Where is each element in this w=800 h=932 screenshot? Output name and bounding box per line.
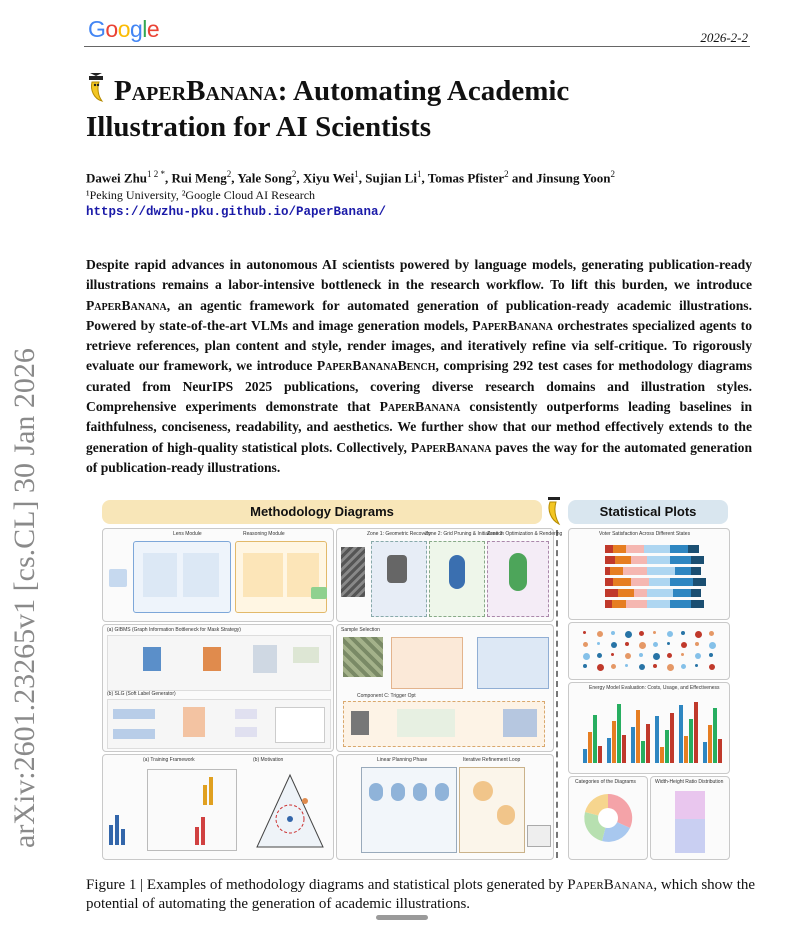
plot-mark bbox=[588, 732, 592, 763]
plot-mark bbox=[670, 578, 693, 586]
thumb-title: Lens Module bbox=[173, 531, 202, 537]
plot-mark bbox=[583, 749, 587, 763]
figure-divider bbox=[556, 530, 558, 858]
plot-mark bbox=[647, 567, 676, 575]
author-name: Tomas Pfister bbox=[427, 170, 505, 186]
plot-ratio-distribution bbox=[650, 776, 730, 860]
abstract bbox=[86, 255, 752, 478]
plot-mark bbox=[695, 653, 701, 659]
plot-mark bbox=[639, 642, 646, 649]
plot-mark bbox=[684, 736, 688, 763]
plot-mark bbox=[665, 730, 669, 763]
plot-bubble-matrix bbox=[568, 622, 730, 680]
thumb-title: (b) Motivation bbox=[253, 757, 284, 763]
plot-mark bbox=[670, 556, 691, 564]
plot-mark bbox=[709, 664, 715, 670]
abstract-text: , an agentic framework for automated generation of publication-ready academic illustrations. Powered by state-of-the-art VLMs and image generation models, bbox=[86, 297, 752, 333]
plot-mark bbox=[709, 653, 713, 657]
abstract-name: PaperBanana bbox=[410, 439, 492, 455]
logo-letter: l bbox=[142, 16, 147, 42]
author-name: Dawei Zhu bbox=[86, 170, 148, 186]
thumb-title: (b) SLG (Soft Label Generator) bbox=[107, 691, 176, 697]
thumb-title: Categories of the Diagrams bbox=[575, 779, 636, 785]
banana-mascot-icon bbox=[544, 496, 566, 531]
plot-mark bbox=[709, 642, 716, 649]
plot-mark bbox=[625, 631, 632, 638]
logo-letter: e bbox=[146, 16, 160, 42]
thumb-title: Width-Height Ratio Distribution bbox=[655, 779, 724, 785]
arxiv-stamp: arXiv:2601.23265v1 [cs.CL] 30 Jan 2026 bbox=[8, 348, 41, 848]
plot-mark bbox=[667, 653, 672, 658]
caption-name: PaperBanana bbox=[567, 877, 654, 893]
header-date: 2026-2-2 bbox=[700, 30, 748, 45]
abstract-name: PaperBanana bbox=[379, 399, 461, 415]
plot-mark bbox=[639, 653, 643, 657]
plot-mark bbox=[675, 567, 691, 575]
plot-mark bbox=[625, 664, 628, 667]
author-list: Dawei Zhu$^{1 2 *}$, Rui Meng$^2$, Yale Song$^2$, Xiyu Wei$^1$, Sujian Li$^1$, Tomas Pfister$^2$ and Jinsung Yoon$^2$ bbox=[86, 169, 615, 186]
figure-caption bbox=[86, 876, 756, 914]
plot-mark bbox=[625, 642, 629, 646]
plot-mark bbox=[605, 589, 618, 597]
plot-mark bbox=[679, 705, 683, 763]
author-affil-mark: 1 bbox=[354, 169, 359, 179]
plot-mark bbox=[625, 653, 631, 659]
plot-mark bbox=[647, 589, 673, 597]
thumb-title: (a) Training Framework bbox=[143, 757, 195, 763]
plot-mark bbox=[583, 631, 586, 634]
plot-mark bbox=[718, 739, 722, 763]
plot-mark bbox=[631, 727, 635, 763]
plot-mark bbox=[709, 631, 714, 636]
author-affil-mark: 2 bbox=[226, 169, 232, 179]
logo-letter: o bbox=[105, 16, 118, 42]
thumb-title: Zone 2: Grid Pruning & Initialization bbox=[425, 531, 504, 537]
plot-mark bbox=[681, 642, 687, 648]
plot-mark bbox=[681, 664, 686, 669]
plot-mark bbox=[670, 600, 691, 608]
plot-mark bbox=[653, 664, 657, 668]
paper-title bbox=[86, 74, 726, 144]
plot-mark bbox=[598, 746, 602, 763]
abstract-text: consistently outperforms leading baselines in faithfulness, conciseness, readability, and aesthetics. We further show that our method effectively extends to the generation of high-quality statistical plots. Collectively, bbox=[86, 399, 753, 455]
plot-mark bbox=[689, 719, 693, 763]
abstract-text: , comprising 292 test cases for methodology diagrams curated from NeurIPS 2025 publications, covering diverse research domains and illustration styles. Comprehensive experiments demonstrate that bbox=[86, 358, 752, 415]
author-name: Sujian Li bbox=[365, 170, 417, 186]
plot-mark bbox=[631, 578, 649, 586]
plot-mark bbox=[605, 556, 615, 564]
diagram-lens-reasoning bbox=[102, 528, 334, 622]
plot-mark bbox=[612, 721, 616, 763]
plot-mark bbox=[647, 600, 670, 608]
plot-mark bbox=[631, 556, 647, 564]
plot-mark bbox=[615, 556, 631, 564]
caption-text: Figure 1 | Examples of methodology diagrams and statistical plots generated by bbox=[86, 877, 568, 893]
plot-mark bbox=[639, 631, 644, 636]
project-url[interactable]: https://dwzhu-pku.github.io/PaperBanana/ bbox=[86, 205, 387, 219]
plot-mark bbox=[646, 724, 650, 763]
statistical-plots-header: Statistical Plots bbox=[568, 500, 728, 524]
plot-mark bbox=[695, 631, 702, 638]
logo-letter: o bbox=[117, 16, 130, 42]
plot-mark bbox=[681, 631, 685, 635]
title-name: PaperBanana bbox=[114, 75, 278, 107]
title-line2: Illustration for AI Scientists bbox=[86, 111, 432, 143]
scroll-handle[interactable] bbox=[376, 915, 428, 920]
plot-categories-pie bbox=[568, 776, 648, 860]
abstract-text: orchestrates specialized agents to retrieve references, plan content and style, render images, and iteratively refine via self-critique. To rigorously evaluate our framework, we introduce bbox=[86, 317, 752, 374]
plot-mark bbox=[660, 747, 664, 763]
plot-mark bbox=[597, 664, 604, 671]
plot-mark bbox=[597, 642, 600, 645]
thumb-title: Sample Selection bbox=[341, 627, 380, 633]
author-name: Rui Meng bbox=[171, 170, 227, 186]
thumb-title: Zone 3: Optimization & Rendering bbox=[487, 531, 563, 537]
plot-mark bbox=[622, 735, 626, 763]
plot-mark bbox=[611, 653, 614, 656]
abstract-name: PaperBananaBench bbox=[316, 358, 436, 374]
plot-mark bbox=[670, 545, 688, 553]
logo-letter: G bbox=[88, 16, 106, 42]
figure-1 bbox=[98, 496, 732, 860]
author-affil-mark: 2 bbox=[610, 169, 615, 179]
plot-mark bbox=[605, 545, 613, 553]
thumb-title: Energy Model Evaluation: Costs, Usage, and Effectiveness bbox=[589, 685, 720, 691]
thumb-title: Reasoning Module bbox=[243, 531, 285, 537]
plot-mark bbox=[636, 710, 640, 763]
plot-mark bbox=[644, 545, 670, 553]
abstract-text: paves the way for the automated generation of publication-ready illustrations. bbox=[86, 439, 753, 475]
banana-scientist-icon bbox=[86, 74, 110, 110]
plot-mark bbox=[593, 715, 597, 763]
plot-mark bbox=[610, 567, 623, 575]
plot-mark bbox=[641, 741, 645, 763]
plot-mark bbox=[613, 578, 631, 586]
methodology-header: Methodology Diagrams bbox=[102, 500, 542, 524]
plot-mark bbox=[693, 578, 706, 586]
plot-mark bbox=[597, 631, 603, 637]
plot-mark bbox=[713, 708, 717, 763]
diagram-planning-refinement bbox=[336, 754, 554, 860]
plot-mark bbox=[611, 642, 617, 648]
header-rule bbox=[84, 46, 750, 47]
plot-mark bbox=[691, 589, 701, 597]
author-affil-mark: 2 bbox=[291, 169, 297, 179]
plot-mark bbox=[639, 664, 645, 670]
plot-energy-model bbox=[568, 682, 730, 774]
plot-mark bbox=[655, 716, 659, 763]
plot-mark bbox=[691, 567, 701, 575]
plot-mark bbox=[667, 631, 673, 637]
plot-mark bbox=[612, 600, 626, 608]
plot-mark bbox=[673, 589, 691, 597]
thumb-title: Iterative Refinement Loop bbox=[463, 757, 521, 763]
plot-mark bbox=[667, 642, 670, 645]
plot-mark bbox=[611, 664, 616, 669]
diagram-gibms-slg bbox=[102, 624, 334, 752]
abstract-text: Despite rapid advances in autonomous AI scientists powered by language models, generating publication-ready illustrations remains a labor-intensive bottleneck in the research workflow. To lift this burden, we introduce bbox=[86, 257, 752, 293]
plot-mark bbox=[688, 545, 698, 553]
plot-mark bbox=[613, 545, 626, 553]
plot-mark bbox=[691, 600, 704, 608]
plot-mark bbox=[681, 653, 684, 656]
plot-mark bbox=[695, 642, 699, 646]
plot-mark bbox=[653, 631, 656, 634]
thumb-title: Voter Satisfaction Across Different States bbox=[599, 531, 691, 537]
plot-mark bbox=[647, 556, 670, 564]
author-name: Jinsung Yoon bbox=[536, 170, 611, 186]
thumb-title: Component C: Trigger Opt bbox=[357, 693, 416, 699]
plot-mark bbox=[618, 589, 634, 597]
plot-mark bbox=[605, 578, 613, 586]
plot-mark bbox=[626, 545, 644, 553]
plot-mark bbox=[708, 725, 712, 763]
plot-mark bbox=[583, 642, 588, 647]
diagram-sample-selection bbox=[336, 624, 554, 752]
affiliations: ¹Peking University, ²Google Cloud AI Research bbox=[86, 188, 316, 202]
google-logo bbox=[88, 16, 159, 43]
author-name: Yale Song bbox=[237, 170, 292, 186]
author-affil-mark: 1 bbox=[416, 169, 422, 179]
plot-mark bbox=[667, 664, 674, 671]
abstract-name: PaperBanana bbox=[472, 317, 553, 333]
title-rest: : Automating Academic bbox=[277, 75, 570, 107]
plot-mark bbox=[649, 578, 670, 586]
plot-mark bbox=[691, 556, 704, 564]
plot-mark bbox=[626, 600, 647, 608]
plot-mark bbox=[653, 653, 660, 660]
caption-text: , which show the potential of automating the generation of academic illustrations. bbox=[86, 877, 756, 912]
diagram-geometric-zones bbox=[336, 528, 563, 622]
thumb-title: Zone 1: Geometric Recovery bbox=[367, 531, 431, 537]
diagram-training-framework bbox=[102, 754, 334, 860]
plot-mark bbox=[695, 664, 698, 667]
plot-voter-satisfaction bbox=[568, 528, 730, 620]
thumb-title: Linear Planning Phase bbox=[377, 757, 428, 763]
plot-mark bbox=[653, 642, 658, 647]
logo-letter: g bbox=[129, 16, 143, 42]
author-affil-mark: 1 2 * bbox=[147, 169, 166, 179]
author-affil-mark: 2 bbox=[504, 169, 509, 179]
plot-mark bbox=[623, 567, 646, 575]
plot-mark bbox=[607, 738, 611, 763]
plot-mark bbox=[670, 713, 674, 763]
plot-mark bbox=[611, 631, 615, 635]
abstract-name: PaperBanana bbox=[86, 297, 167, 313]
author-name: Xiyu Wei bbox=[302, 170, 355, 186]
plot-mark bbox=[617, 704, 621, 763]
plot-mark bbox=[703, 742, 707, 763]
plot-mark bbox=[694, 702, 698, 763]
plot-mark bbox=[634, 589, 647, 597]
thumb-title: (a) GIBMS (Graph Information Bottleneck for Mask Strategy) bbox=[107, 627, 241, 633]
plot-mark bbox=[597, 653, 602, 658]
plot-mark bbox=[583, 664, 587, 668]
plot-mark bbox=[583, 653, 590, 660]
